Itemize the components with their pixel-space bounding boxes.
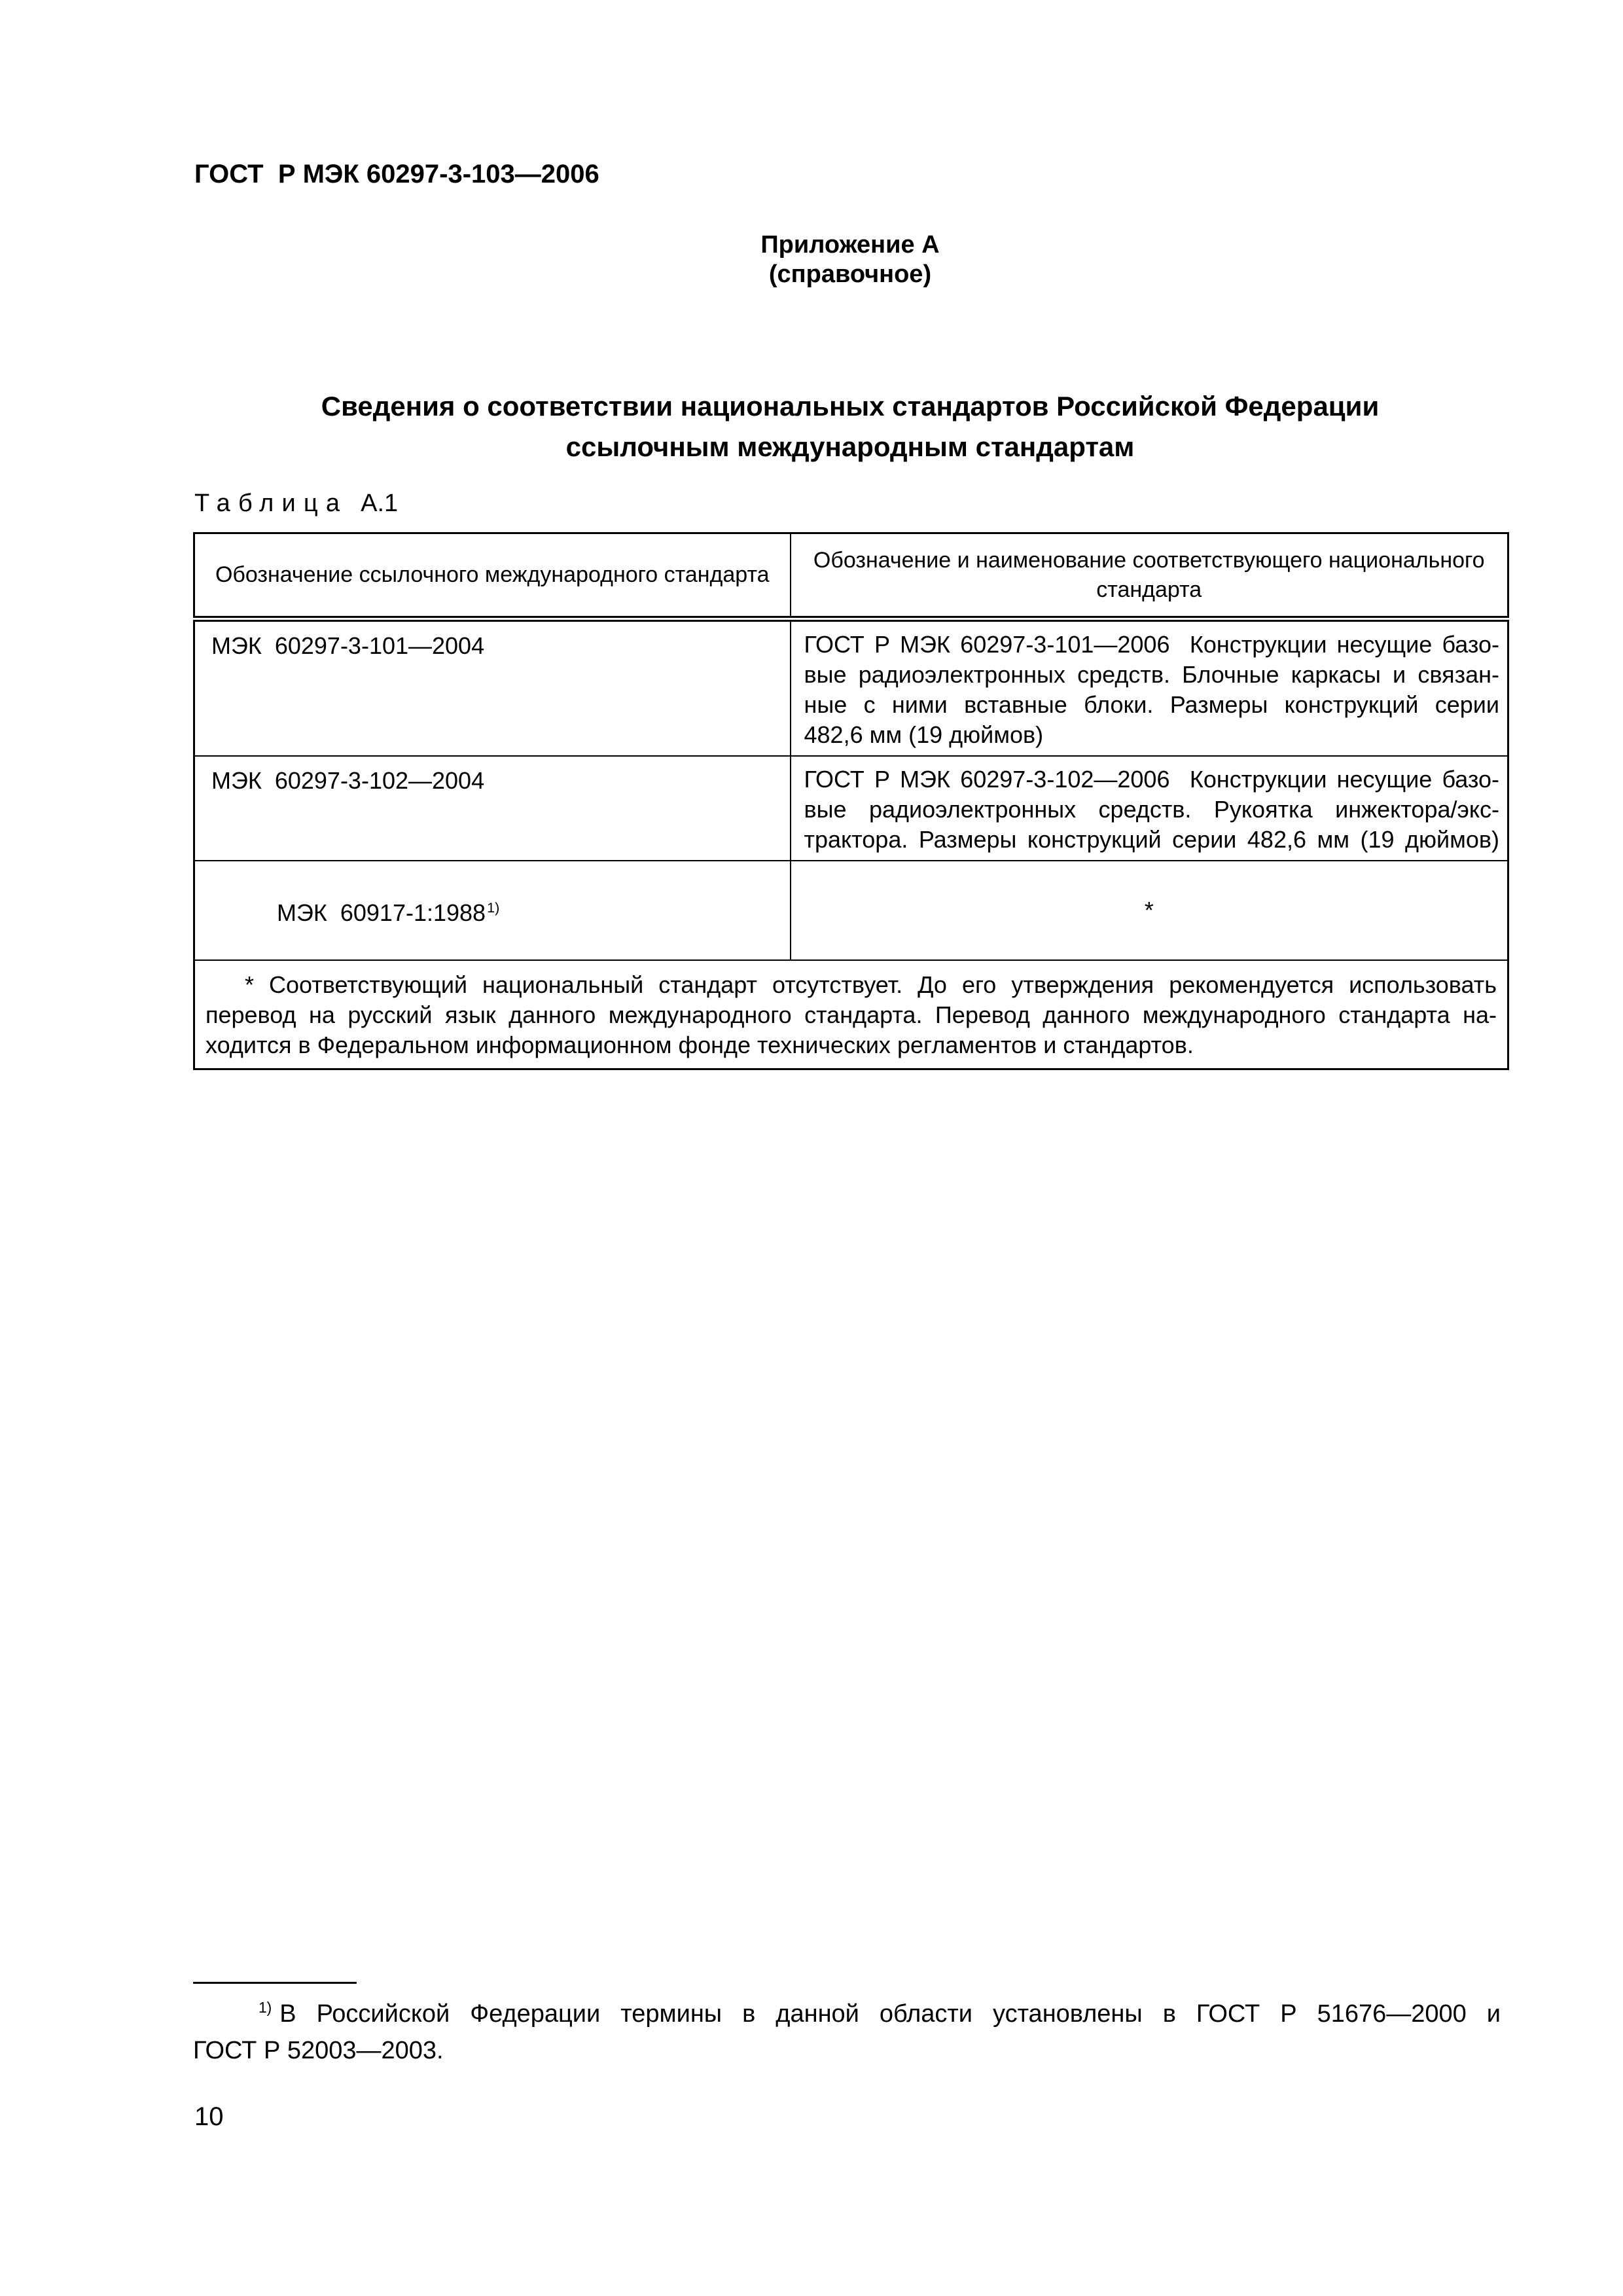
national-standard-desc: ГОСТ Р МЭК 60297-3-101—2006 Конструкции несущие базо- вые радиоэлектронных средств. Блочные каркасы и связан- ные с ними вставные блоки. Размеры конструкций серии 482,6 мм (19 дюймов) [791,619,1508,757]
col-header-national-standard: Обозначение и наименование соответствующего национального стандарта [791,533,1508,619]
col-header-international-standard: Обозначение ссылочного международного стандарта [194,533,791,619]
footnote-text [193,1996,1501,2069]
national-standard-missing-mark: * [791,861,1508,960]
page-footnote [193,1982,1501,2069]
standards-correspondence-table [193,532,1509,1070]
footnote-line1-text: В Российской Федерации термины в данной области установлены в ГОСТ Р 51676—2000 и [279,2000,1501,2028]
table-label-word: Таблица [194,490,348,517]
table-footnote-row [194,960,1508,1069]
intl-standard-ref: МЭК 60297-3-102—2004 [194,756,791,861]
intl-standard-ref: МЭК 60297-3-101—2004 [194,619,791,757]
table-row [194,756,1508,861]
intl-standard-ref [194,861,791,960]
table-label [194,490,398,518]
table-label-number: А.1 [361,490,399,517]
national-standard-desc: ГОСТ Р МЭК 60297-3-102—2006 Конструкции несущие базо- вые радиоэлектронных средств. Рукоятка инжектора/экс- трактора. Размеры конструкций серии 482,6 мм (19 дюймов) [791,756,1508,861]
table-row [194,861,1508,960]
footnote-rule [193,1982,357,1984]
annex-heading [193,230,1507,289]
appendix-title: Сведения о соответствии национальных стандартов Российской Федерации ссылочным международным стандартам [321,391,1380,462]
footnote-ref-marker: 1) [487,899,500,916]
table-header-row [194,533,1508,619]
footnote-line: ГОСТ Р 52003—2003. [193,2037,444,2064]
table-footnote: * Соответствующий национальный стандарт отсутствует. До его утверждения рекомендуется использовать перевод на русский язык данного международного стандарта. Перевод данного международного стандарта на- ходится в Федеральном информационном фонде технических регламентов и стандартов. [194,960,1508,1069]
annex-type: (справочное) [768,260,932,288]
annex-label: Приложение А [760,231,940,259]
doc-code-header: ГОСТ Р МЭК 60297-3-103—2006 [194,160,599,188]
table-row [194,619,1508,757]
footnote-line [193,1996,1501,2032]
footnote-marker: 1) [259,1999,272,2017]
intl-standard-ref-text: МЭК 60917-1:1988 [277,899,486,926]
page-number: 10 [194,2102,224,2131]
